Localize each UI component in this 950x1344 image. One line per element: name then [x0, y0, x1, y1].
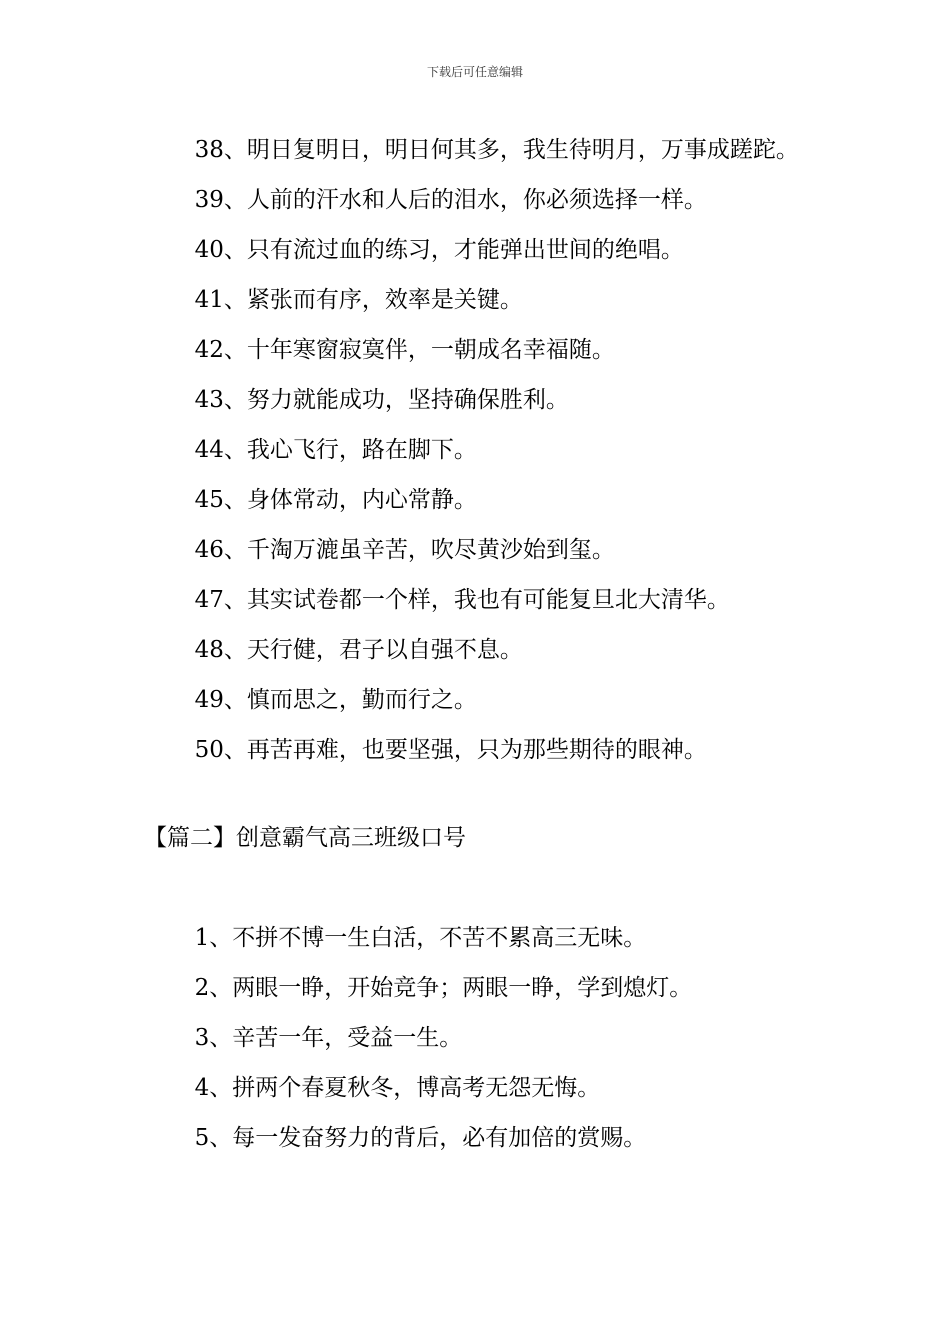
slogan-item: 5、每一发奋努力的背后，必有加倍的赏赐。 [194, 1125, 647, 1151]
slogan-item: 47、其实试卷都一个样，我也有可能复旦北大清华。 [194, 587, 730, 613]
slogan-item: 44、我心飞行，路在脚下。 [194, 437, 477, 463]
slogan-item: 49、慎而思之，勤而行之。 [194, 687, 477, 713]
slogan-item: 43、努力就能成功，坚持确保胜利。 [194, 387, 569, 413]
slogan-item: 48、天行健，君子以自强不息。 [194, 637, 523, 663]
slogan-item: 1、不拼不博一生白活，不苦不累高三无味。 [194, 925, 647, 951]
slogan-item: 39、人前的汗水和人后的泪水，你必须选择一样。 [194, 187, 707, 213]
slogan-item: 42、十年寒窗寂寞伴，一朝成名幸福随。 [194, 337, 615, 363]
document-body [144, 130, 810, 1168]
page-header: 下载后可任意编辑 [426, 65, 523, 79]
slogan-item: 3、辛苦一年，受益一生。 [194, 1025, 463, 1051]
slogan-item: 46、千淘万漉虽辛苦，吹尽黄沙始到玺。 [194, 537, 615, 563]
slogan-item: 4、拼两个春夏秋冬，博高考无怨无悔。 [194, 1075, 601, 1101]
section-title: 【篇二】创意霸气高三班级口号 [144, 825, 466, 851]
slogan-item: 41、紧张而有序，效率是关键。 [194, 287, 523, 313]
slogan-item: 2、两眼一睁，开始竞争；两眼一睁，学到熄灯。 [194, 975, 693, 1001]
slogan-item: 40、只有流过血的练习，才能弹出世间的绝唱。 [194, 237, 684, 263]
slogan-item: 50、再苦再难，也要坚强，只为那些期待的眼神。 [194, 737, 707, 763]
slogan-item: 38、明日复明日，明日何其多，我生待明月，万事成蹉跎。 [194, 137, 799, 163]
slogan-item: 45、身体常动，内心常静。 [194, 487, 477, 513]
